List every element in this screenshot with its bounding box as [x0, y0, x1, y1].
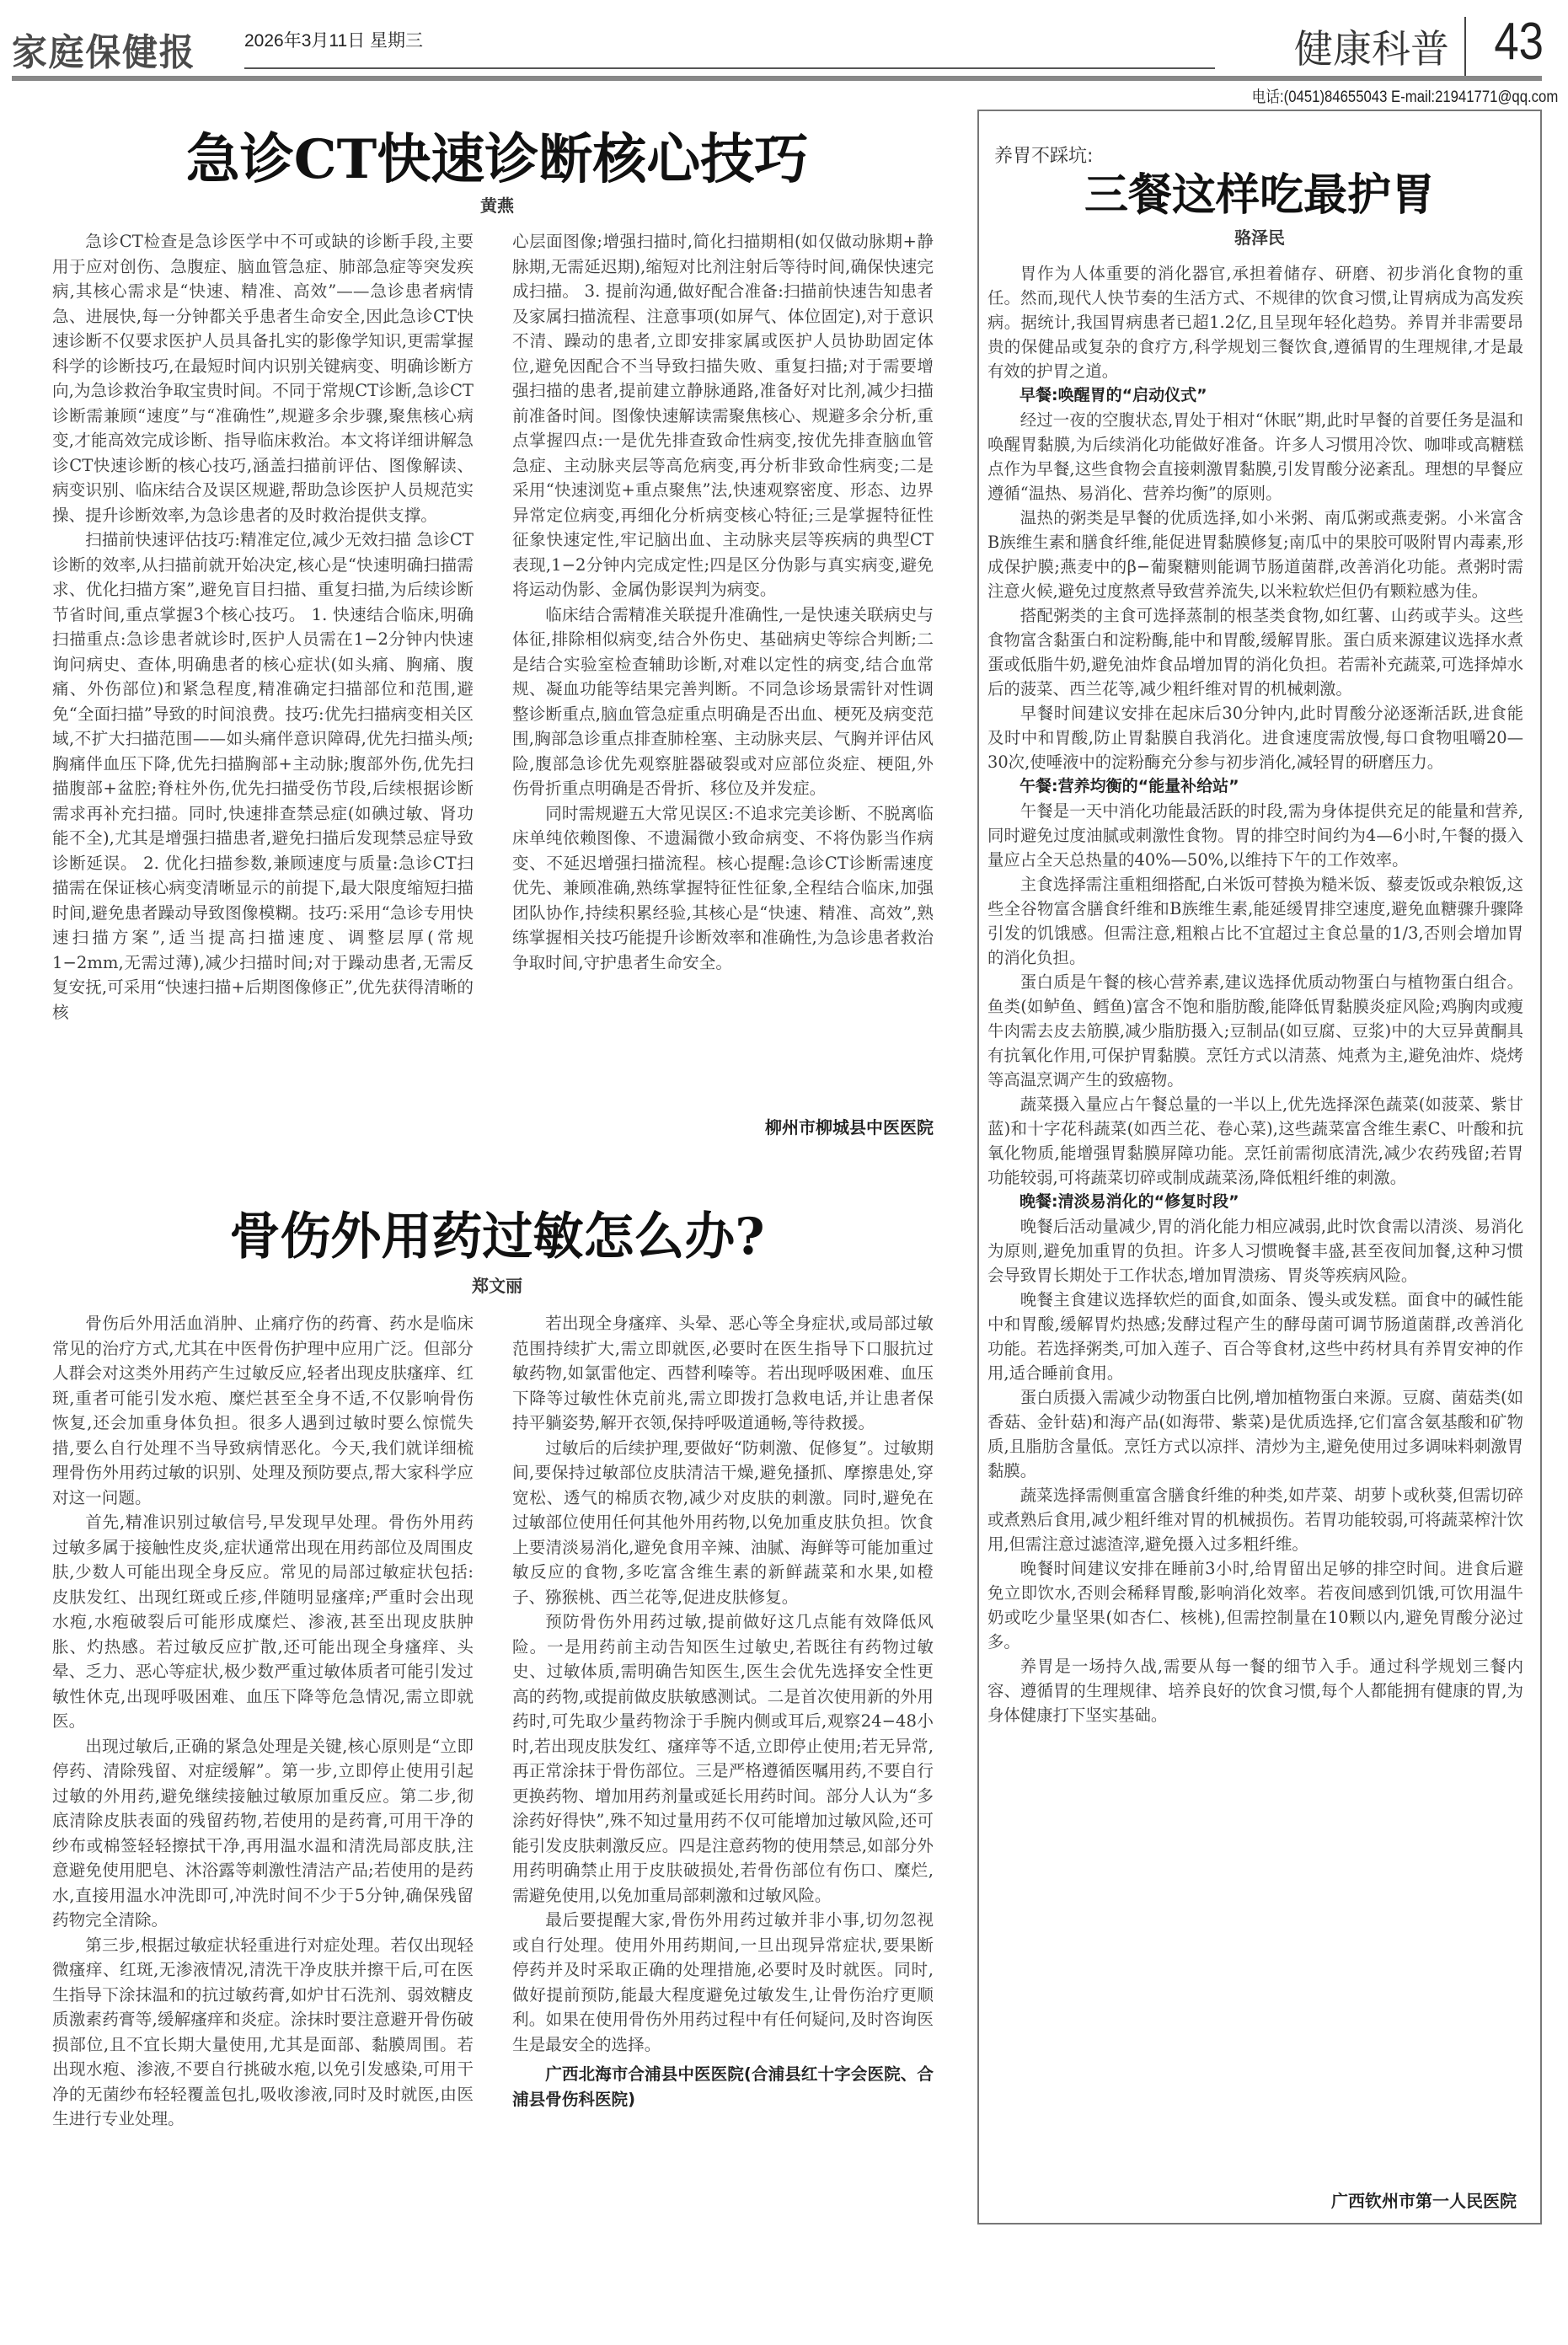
paragraph: 午餐是一天中消化功能最活跃的时段,需为身体提供充足的能量和营养,同时避免过度油腻或刺激性食物。胃的排空时间约为4—6小时,午餐的摄入量应占全天总热量的40%—50%,以维持下午的工作效率。 — [987, 801, 1523, 870]
paragraph: 蔬菜选择需侧重富含膳食纤维的种类,如芹菜、胡萝卜或秋葵,但需切碎或煮熟后食用,减少粗纤维对胃的机械损伤。若胃功能较弱,可将蔬菜榨汁饮用,但需注意过滤渣滓,避免摄入过多粗纤维。 — [987, 1486, 1523, 1554]
article-stomach-title: 三餐这样吃最护胃 — [1084, 169, 1435, 221]
paragraph: 出现过敏后,正确的紧急处理是关键,核心原则是“立即停药、清除残留、对症缓解”。第一步,立即停止使用引起过敏的外用药,避免继续接触过敏原加重反应。第二步,彻底清除皮肤表面的残留药物,若使用的是药膏,可用干净的纱布或棉签轻轻擦拭干净,再用温水温和清洗局部皮肤,注意避免使用肥皂、沐浴露等刺激性清洁产品;若使用的是药水,直接用温水冲洗即可,冲洗时间不少于5分钟,确保残留药物完全清除。 — [52, 1736, 474, 1930]
masthead — [12, 15, 1554, 83]
paragraph: 晚餐时间建议安排在睡前3小时,给胃留出足够的排空时间。进食后避免立即饮水,否则会稀释胃酸,影响消化效率。若夜间感到饥饿,可饮用温牛奶或吃少量坚果(如杏仁、核桃),但需控制量在10颗以内,避免胃酸分泌过多。 — [987, 1559, 1523, 1652]
paragraph: 预防骨伤外用药过敏,提前做好这几点能有效降低风险。一是用药前主动告知医生过敏史,若既往有药物过敏史、过敏体质,需明确告知医生,医生会优先选择安全性更高的药物,或提前做皮肤敏感测试。二是首次使用新的外用药时,可先取少量药物涂于手腕内侧或耳后,观察24−48小时,若出现皮肤发红、瘙痒等不适,立即停止使用;若无异常,再正常涂抹于骨伤部位。三是严格遵循医嘱用药,不要自行更换药物、增加用药剂量或延长用药时间。部分人认为“多涂药好得快”,殊不知过量用药不仅可能增加过敏风险,还可能引发皮肤刺激反应。四是注意药物的使用禁忌,如部分外用药明确禁止用于皮肤破损处,若骨伤部位有伤口、糜烂,需避免使用,以免加重局部刺激和过敏风险。 — [512, 1612, 934, 1905]
paragraph: 晚餐主食建议选择软烂的面食,如面条、馒头或发糕。面食中的碱性能中和胃酸,缓解胃灼热感;发酵过程产生的酵母菌可调节肠道菌群,改善消化功能。若选择粥类,可加入莲子、百合等食材,这些中药材具有养胃安神的作用,适合睡前食用。 — [987, 1290, 1523, 1383]
issue-date: 2026年3月11日 星期三 — [244, 31, 424, 51]
contact-info: 电话:(0451)84655043 E-mail:21941771@qq.com — [1251, 88, 1558, 106]
article-allergy-column-1 — [52, 1311, 474, 2132]
article-ct-source: 柳州市柳城县中医医院 — [765, 1117, 934, 1138]
header-rule — [12, 76, 1542, 81]
article-ct-column-2 — [512, 229, 934, 975]
paragraph: 骨伤后外用活血消肿、止痛疗伤的药膏、药水是临床常见的治疗方式,尤其在中医骨伤护理中应用广泛。但部分人群会对这类外用药产生过敏反应,轻者出现皮肤瘙痒、红斑,重者可能引发水疱、糜烂甚至全身不适,不仅影响骨伤恢复,还会加重身体负担。很多人遇到过敏时要么惊慌失措,要么自行处理不当导致病情恶化。今天,我们就详细梳理骨伤外用药过敏的识别、处理及预防要点,帮大家科学应对这一问题。 — [52, 1314, 474, 1507]
paragraph: 同时需规避五大常见误区:不追求完美诊断、不脱离临床单纯依赖图像、不遗漏微小致命病变、不将伪影当作病变、不延迟增强扫描流程。核心提醒:急诊CT诊断需速度优先、兼顾准确,熟练掌握特征性征象,全程结合临床,加强团队协作,持续积累经验,其核心是“快速、精准、高效”,熟练掌握相关技巧能提升诊断效率和准确性,为急诊患者救治争取时间,守护患者生命安全。 — [512, 803, 934, 972]
article-allergy-title: 骨伤外用药过敏怎么办? — [229, 1207, 765, 1266]
paragraph: 蔬菜摄入量应占午餐总量的一半以上,优先选择深色蔬菜(如菠菜、紫甘蓝)和十字花科蔬菜(如西兰花、卷心菜),这些蔬菜富含维生素C、叶酸和抗氧化物质,能增强胃黏膜屏障功能。烹饪前需彻底清洗,减少农药残留;若胃功能较弱,可将蔬菜切碎或制成蔬菜汤,降低粗纤维的刺激。 — [987, 1095, 1523, 1187]
paragraph: 搭配粥类的主食可选择蒸制的根茎类食物,如红薯、山药或芋头。这些食物富含黏蛋白和淀粉酶,能中和胃酸,缓解胃胀。蛋白质来源建议选择水煮蛋或低脂牛奶,避免油炸食品增加胃的消化负担。若需补充蔬菜,可选择焯水后的菠菜、西兰花等,减少粗纤维对胃的机械刺激。 — [987, 606, 1523, 699]
article-ct-column-1 — [52, 229, 474, 1025]
article-stomach-source: 广西钦州市第一人民医院 — [1331, 2191, 1517, 2211]
paragraph: 主食选择需注重粗细搭配,白米饭可替换为糙米饭、藜麦饭或杂粮饭,这些全谷物富含膳食纤维和B族维生素,能延缓胃排空速度,避免血糖骤升骤降引发的饥饿感。但需注意,粗粮占比不宜超过主食总量的1/3,否则会增加胃的消化负担。 — [987, 875, 1523, 967]
paragraph: 首先,精准识别过敏信号,早发现早处理。骨伤外用药过敏多属于接触性皮炎,症状通常出现在用药部位及周围皮肤,少数人可能出现全身反应。常见的局部过敏症状包括:皮肤发红、出现红斑或丘疹,伴随明显瘙痒;严重时会出现水疱,水疱破裂后可能形成糜烂、渗液,甚至出现皮肤肿胀、灼热感。若过敏反应扩散,还可能出现全身瘙痒、头晕、乏力、恶心等症状,极少数严重过敏体质者可能引发过敏性休克,出现呼吸困难、血压下降等危急情况,需立即就医。 — [52, 1512, 474, 1731]
paragraph: 若出现全身瘙痒、头晕、恶心等全身症状,或局部过敏范围持续扩大,需立即就医,必要时在医生指导下口服抗过敏药物,如氯雷他定、西替利嗪等。若出现呼吸困难、血压下降等过敏性休克前兆,需立即拨打急救电话,并让患者保持平躺姿势,解开衣领,保持呼吸道通畅,等待救援。 — [512, 1314, 934, 1432]
paragraph: 经过一夜的空腹状态,胃处于相对“休眠”期,此时早餐的首要任务是温和唤醒胃黏膜,为后续消化功能做好准备。许多人习惯用冷饮、咖啡或高糖糕点作为早餐,这些食物会直接刺激胃黏膜,引发胃酸分泌紊乱。理想的早餐应遵循“温热、易消化、营养均衡”的原则。 — [987, 410, 1523, 503]
paragraph: 早餐时间建议安排在起床后30分钟内,此时胃酸分泌逐渐活跃,进食能及时中和胃酸,防止胃黏膜自我消化。进食速度需放慢,每口食物咀嚼20—30次,使唾液中的淀粉酶充分参与初步消化,减轻胃的研磨压力。 — [987, 704, 1523, 772]
page-number: 43 — [1494, 13, 1544, 71]
paragraph: 胃作为人体重要的消化器官,承担着储存、研磨、初步消化食物的重任。然而,现代人快节奏的生活方式、不规律的饮食习惯,让胃病成为高发疾病。据统计,我国胃病患者已超1.2亿,且呈现年轻化趋势。养胃并非需要昂贵的保健品或复杂的食疗方,科学规划三餐饮食,遵循胃的生理规律,才是最有效的护胃之道。 — [987, 264, 1523, 381]
paragraph: 养胃是一场持久战,需要从每一餐的细节入手。通过科学规划三餐内容、遵循胃的生理规律、培养良好的饮食习惯,每个人都能拥有健康的胃,为身体健康打下坚实基础。 — [987, 1657, 1523, 1725]
paragraph: 最后要提醒大家,骨伤外用药过敏并非小事,切勿忽视或自行处理。使用外用药期间,一旦出现异常症状,要果断停药并及时采取正确的处理措施,必要时及时就医。同时,做好提前预防,能最大程度避免过敏发生,让骨伤治疗更顺利。如果在使用骨伤外用药过程中有任何疑问,及时咨询医生是最安全的选择。 — [512, 1910, 934, 2054]
paragraph: 晚餐后活动量减少,胃的消化能力相应减弱,此时饮食需以清淡、易消化为原则,避免加重胃的负担。许多人习惯晚餐丰盛,甚至夜间加餐,这种习惯会导致胃长期处于工作状态,增加胃溃疡、胃炎等疾病风险。 — [987, 1217, 1523, 1285]
paragraph: 蛋白质是午餐的核心营养素,建议选择优质动物蛋白与植物蛋白组合。鱼类(如鲈鱼、鳕鱼)富含不饱和脂肪酸,能降低胃黏膜炎症风险;鸡胸肉或瘦牛肉需去皮去筋膜,减少脂肪摄入;豆制品(如豆腐、豆浆)中的大豆异黄酮具有抗氧化作用,可保护胃黏膜。烹饪方式以清蒸、炖煮为主,避免油炸、烧烤等高温烹调产生的致癌物。 — [987, 972, 1523, 1090]
paragraph: 临床结合需精准关联提升准确性,一是快速关联病史与体征,排除相似病变,结合外伤史、基础病史等综合判断;二是结合实验室检查辅助诊断,对难以定性的病变,结合血常规、凝血功能等结果完善判断。不同急诊场景需针对性调整诊断重点,脑血管急症重点明确是否出血、梗死及病变范围,胸部急诊重点排查肺栓塞、主动脉夹层、气胸并评估风险,腹部急诊优先观察脏器破裂或对应部位炎症、梗阻,外伤骨折重点明确是否骨折、移位及并发症。 — [512, 604, 934, 798]
section-subheading: 午餐:营养均衡的“能量补给站” — [1019, 777, 1239, 795]
article-stomach-author: 骆泽民 — [1234, 228, 1285, 248]
paragraph: 温热的粥类是早餐的优质选择,如小米粥、南瓜粥或燕麦粥。小米富含B族维生素和膳食纤维,能促进胃黏膜修复;南瓜中的果胶可吸附胃内毒素,形成保护膜;燕麦中的β−葡聚糖则能调节肠道菌群,改善消化功能。煮粥时需注意火候,避免过度熬煮导致营养流失,以米粒软烂但仍有颗粒感为佳。 — [987, 508, 1523, 601]
masthead-rule — [244, 67, 1215, 69]
paragraph: 第三步,根据过敏症状轻重进行对症处理。若仅出现轻微瘙痒、红斑,无渗液情况,清洗干净皮肤并擦干后,可在医生指导下涂抹温和的抗过敏药膏,如炉甘石洗剂、弱效糖皮质激素药膏等,缓解瘙痒和炎症。涂抹时要注意避开骨伤破损部位,且不宜长期大量使用,尤其是面部、黏膜周围。若出现水疱、渗液,不要自行挑破水疱,以免引发感染,可用干净的无菌纱布轻轻覆盖包扎,吸收渗液,同时及时就医,由医生进行专业处理。 — [52, 1935, 474, 2128]
article-stomach-body — [987, 261, 1523, 1727]
paragraph: 急诊CT检查是急诊医学中不可或缺的诊断手段,主要用于应对创伤、急腹症、脑血管急症、肺部急症等突发疾病,其核心需求是“快速、精准、高效”——急诊患者病情急、进展快,每一分钟都关乎患者生命安全,因此急诊CT快速诊断不仅要求医护人员具备扎实的影像学知识,更需掌握科学的诊断技巧,在最短时间内识别关键病变、明确诊断方向,为急诊救治争取宝贵时间。不同于常规CT诊断,急诊CT诊断需兼顾“速度”与“准确性”,规避多余步骤,聚焦核心病变,才能高效完成诊断、指导临床救治。本文将详细讲解急诊CT快速诊断的核心技巧,涵盖扫描前评估、图像解读、病变识别、临床结合及误区规避,帮助急诊医护人员规范实操、提升诊断效率,为急诊患者的及时救治提供支撑。 — [52, 232, 474, 525]
article-ct-author: 黄燕 — [480, 195, 514, 216]
section-name: 健康科普 — [1294, 26, 1449, 72]
section-divider — [1464, 17, 1466, 78]
article-allergy-column-2 — [512, 1311, 934, 2112]
article-allergy-source: 广西北海市合浦县中医医院(合浦县红十字会医院、合浦县骨伤科医院) — [512, 2064, 934, 2109]
article-allergy-author: 郑文丽 — [472, 1276, 522, 1296]
article-stomach-kicker: 养胃不踩坑: — [994, 146, 1094, 167]
paragraph: 扫描前快速评估技巧:精准定位,减少无效扫描 急诊CT诊断的效率,从扫描前就开始决定,核心是“快速明确扫描需求、优化扫描方案”,避免盲目扫描、重复扫描,为后续诊断节省时间,重点掌握3个核心技巧。 1. 快速结合临床,明确扫描重点:急诊患者就诊时,医护人员需在1−2分钟内快速询问病史、查体,明确患者的核心症状(如头痛、胸痛、腹痛、外伤部位)和紧急程度,精准确定扫描部位和范围,避免“全面扫描”导致的时间浪费。技巧:优先扫描病变相关区域,不扩大扫描范围——如头痛伴意识障碍,优先扫描头颅;胸痛伴血压下降,优先扫描胸部+主动脉;腹部外伤,优先扫描腹部+盆腔;脊柱外伤,优先扫描受伤节段,后续根据诊断需求再补充扫描。同时,快速排查禁忌症(如碘过敏、肾功能不全),尤其是增强扫描患者,避免扫描后发现禁忌症导致诊断延误。 2. 优化扫描参数,兼顾速度与质量:急诊CT扫描需在保证核心病变清晰显示的前提下,最大限度缩短扫描时间,避免患者躁动导致图像模糊。技巧:采用“急诊专用快速扫描方案”,适当提高扫描速度、调整层厚(常规1−2mm,无需过薄),减少扫描时间;对于躁动患者,无需反复安抚,可采用“快速扫描+后期图像修正”,优先获得清晰的核 — [52, 530, 474, 1022]
paragraph: 蛋白质摄入需减少动物蛋白比例,增加植物蛋白来源。豆腐、菌菇类(如香菇、金针菇)和海产品(如海带、紫菜)是优质选择,它们富含氨基酸和矿物质,且脂肪含量低。烹饪方式以凉拌、清炒为主,避免使用过多调味料刺激胃黏膜。 — [987, 1388, 1523, 1480]
article-ct-title: 急诊CT快速诊断核心技巧 — [185, 128, 809, 191]
section-subheading: 早餐:唤醒胃的“启动仪式” — [1019, 386, 1207, 404]
paragraph: 过敏后的后续护理,要做好“防刺激、促修复”。过敏期间,要保持过敏部位皮肤清洁干燥,避免搔抓、摩擦患处,穿宽松、透气的棉质衣物,减少对皮肤的刺激。同时,避免在过敏部位使用任何其他外用药物,以免加重皮肤负担。饮食上要清淡易消化,避免食用辛辣、油腻、海鲜等可能加重过敏反应的食物,多吃富含维生素的新鲜蔬菜和水果,如橙子、猕猴桃、西兰花等,促进皮肤修复。 — [512, 1438, 934, 1607]
paragraph: 心层面图像;增强扫描时,简化扫描期相(如仅做动脉期+静脉期,无需延迟期),缩短对比剂注射后等待时间,确保快速完成扫描。 3. 提前沟通,做好配合准备:扫描前快速告知患者及家属扫描流程、注意事项(如屏气、体位固定),对于意识不清、躁动的患者,立即安排家属或医护人员协助固定体位,避免因配合不当导致扫描失败、重复扫描;对于需要增强扫描的患者,提前建立静脉通路,准备好对比剂,减少扫描前准备时间。图像快速解读需聚焦核心、规避多余分析,重点掌握四点:一是优先排查致命性病变,按优先排查脑血管急症、主动脉夹层等高危病变,再分析非致命性病变;二是采用“快速浏览+重点聚焦”法,快速观察密度、形态、边界异常定位病变,再细化分析病变核心特征;三是掌握特征性征象快速定性,牢记脑出血、主动脉夹层等疾病的典型CT表现,1−2分钟内完成定性;四是区分伪影与真实病变,避免将运动伪影、金属伪影误判为病变。 — [512, 232, 934, 599]
section-subheading: 晚餐:清淡易消化的“修复时段” — [1019, 1192, 1239, 1211]
newspaper-brand: 家庭保健报 — [12, 31, 196, 74]
